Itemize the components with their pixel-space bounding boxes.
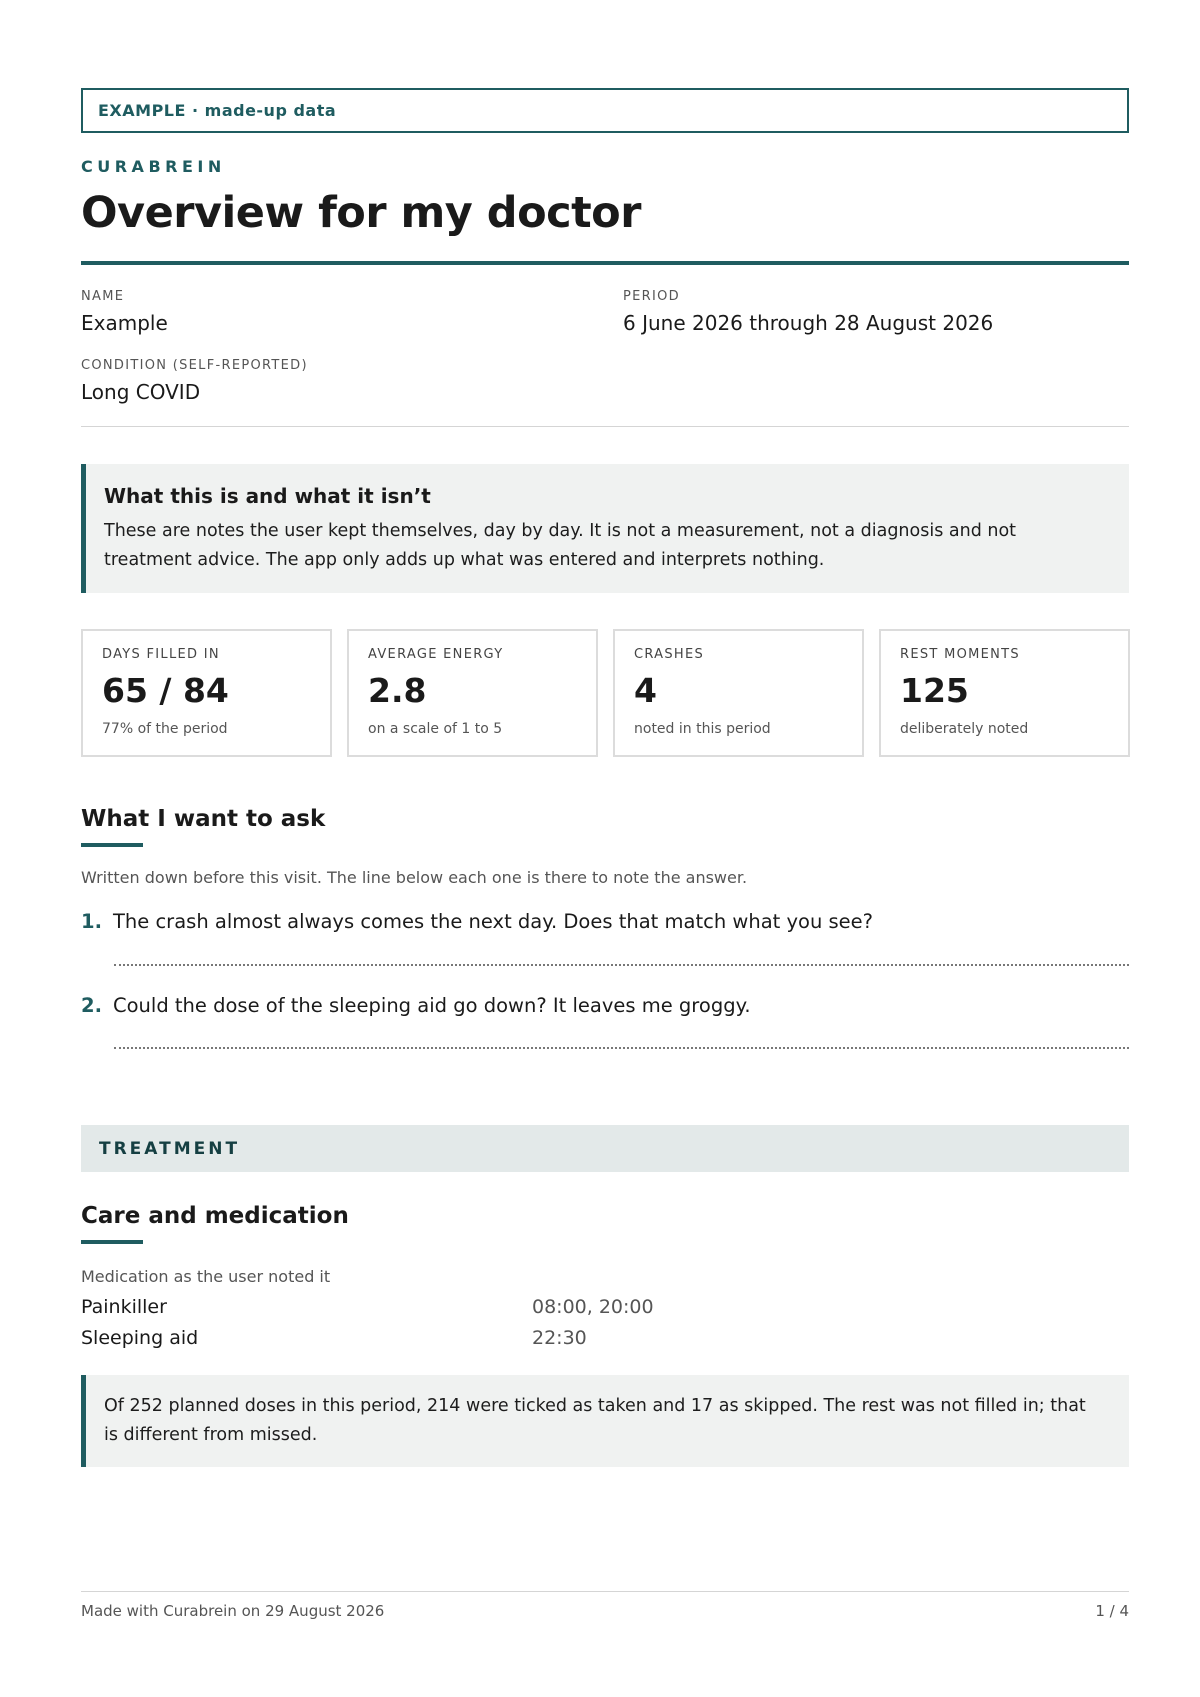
answer-line — [114, 964, 1129, 966]
list-item — [81, 994, 1129, 1049]
question-text: The crash almost always comes the next day. Does that match what you see? — [113, 910, 874, 934]
questions-list — [81, 910, 1129, 1049]
disclaimer-text: These are notes the user kept themselves, day by day. It is not a measurement, not a diagnosis and not treatment advice. The app only adds up what was entered and interprets nothing. — [104, 521, 1017, 571]
stat-subtext: on a scale of 1 to 5 — [368, 720, 503, 737]
medication-times: 08:00, 20:00 — [532, 1296, 654, 1319]
disclaimer-title: What this is and what it isn’t — [104, 484, 431, 509]
disclaimer-box — [81, 464, 1129, 593]
page-footer — [81, 1591, 1129, 1620]
page-number: 1 / 4 — [1095, 1602, 1129, 1620]
answer-line — [114, 1047, 1129, 1049]
stat-label: REST MOMENTS — [900, 647, 1020, 663]
stat-label: DAYS FILLED IN — [102, 647, 220, 663]
condition-label: CONDITION (SELF-REPORTED) — [81, 358, 308, 374]
stat-subtext: 77% of the period — [102, 720, 228, 737]
medication-name: Painkiller — [81, 1296, 167, 1319]
medication-name: Sleeping aid — [81, 1327, 199, 1350]
care-heading: Care and medication — [81, 1203, 349, 1230]
stat-subtext: noted in this period — [634, 720, 771, 737]
stat-card-days-filled — [81, 629, 332, 757]
stat-value: 65 / 84 — [102, 671, 229, 711]
condition-value: Long COVID — [81, 380, 201, 405]
medication-row — [81, 1296, 1129, 1318]
questions-intro: Written down before this visit. The line below each one is there to note the answer. — [81, 868, 748, 888]
questions-heading: What I want to ask — [81, 806, 326, 833]
questions-section — [81, 806, 1129, 1049]
footer-made-with: Made with Curabrein on 29 August 2026 — [81, 1602, 385, 1620]
stat-value: 2.8 — [368, 671, 427, 711]
name-field — [81, 289, 623, 335]
care-section — [81, 1203, 1129, 1467]
example-banner: EXAMPLE · made-up data — [81, 88, 1129, 133]
stat-card-crashes — [613, 629, 864, 757]
medication-times: 22:30 — [532, 1327, 587, 1350]
question-number: 2. — [81, 993, 102, 1017]
medication-caption: Medication as the user noted it — [81, 1267, 331, 1287]
name-value: Example — [81, 311, 168, 336]
stat-label: CRASHES — [634, 647, 705, 663]
page-title: Overview for my doctor — [81, 188, 641, 238]
heading-accent-bar — [81, 1240, 143, 1244]
stat-subtext: deliberately noted — [900, 720, 1029, 737]
details-divider — [81, 426, 1129, 427]
stat-card-average-energy — [347, 629, 598, 757]
period-value: 6 June 2026 through 28 August 2026 — [623, 311, 994, 336]
patient-details — [81, 289, 1129, 404]
name-label: NAME — [81, 289, 125, 305]
period-field — [623, 289, 1129, 335]
brand-name: CURABREIN — [81, 157, 226, 176]
title-divider — [81, 261, 1129, 265]
medication-list — [81, 1296, 1129, 1349]
heading-accent-bar — [81, 843, 143, 847]
stat-value: 4 — [634, 671, 657, 711]
condition-field — [81, 358, 623, 404]
adherence-note: Of 252 planned doses in this period, 214 were ticked as taken and 17 as skipped. The rest was not filled in; that is different from missed. — [81, 1375, 1129, 1467]
summary-stats — [81, 629, 1129, 757]
report-page — [81, 88, 1129, 1467]
list-item — [81, 910, 1129, 965]
stat-value: 125 — [900, 671, 969, 711]
stat-card-rest-moments — [879, 629, 1130, 757]
medication-row — [81, 1327, 1129, 1349]
question-number: 1. — [81, 910, 102, 934]
period-label: PERIOD — [623, 289, 680, 305]
question-text: Could the dose of the sleeping aid go down? It leaves me groggy. — [113, 993, 751, 1017]
treatment-section-band: TREATMENT — [81, 1125, 1129, 1172]
stat-label: AVERAGE ENERGY — [368, 647, 504, 663]
